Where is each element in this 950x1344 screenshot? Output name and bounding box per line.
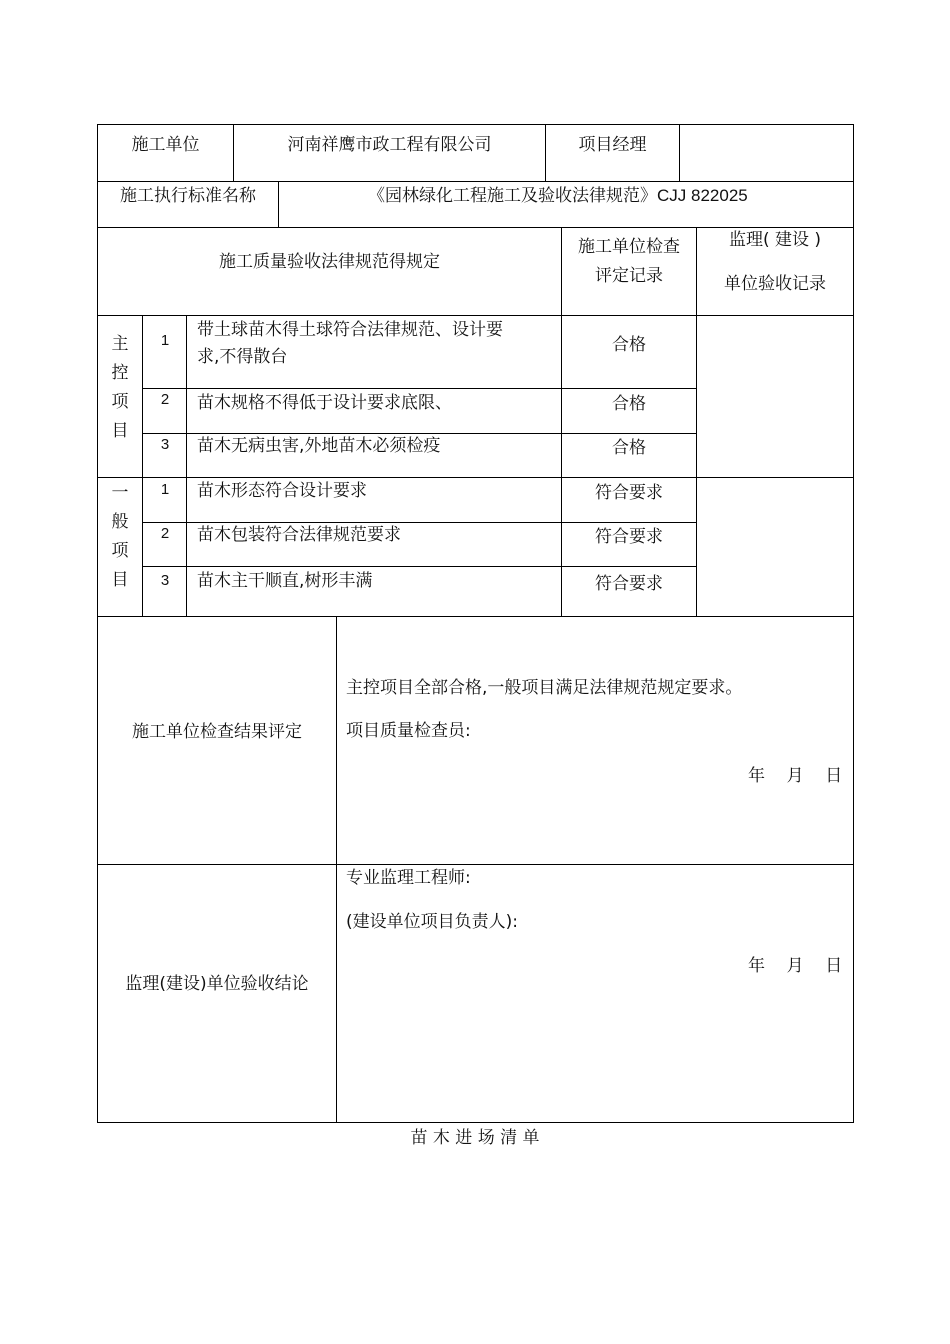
general-item-1-no: 1	[160, 481, 170, 498]
supervising-engineer-label: 专业监理工程师:	[346, 868, 471, 888]
unit-label: 施工单位	[131, 135, 200, 155]
general-item-2-text: 苗木包装符合法律规范要求	[197, 525, 401, 545]
standard-label: 施工执行标准名称	[120, 186, 256, 206]
standard-code: CJJ 822025	[657, 186, 748, 205]
main-item-2-text: 苗木规格不得低于设计要求底限、	[197, 393, 452, 413]
nursery-stock-list-title: 苗 木 进 场 清 单	[410, 1128, 540, 1148]
supervision-eval-label: 监理(建设)单位验收结论	[125, 974, 309, 994]
general-item-1-text: 苗木形态符合设计要求	[197, 481, 367, 501]
construction-eval-conclusion: 主控项目全部合格,一般项目满足法律规范规定要求。	[346, 678, 743, 698]
standard-value: 《园林绿化工程施工及验收法律规范》	[368, 186, 657, 206]
general-item-2-result: 符合要求	[595, 527, 663, 547]
check-header-line2: 评定记录	[595, 266, 663, 286]
supervision-eval-date: 年 月 日	[748, 956, 843, 976]
main-group-label: 主 控 项 目	[111, 334, 129, 441]
main-item-1-text-line1: 带土球苗木得土球符合法律规范、设计要	[197, 320, 503, 340]
main-item-3-result: 合格	[612, 438, 646, 458]
main-item-1-result: 合格	[612, 335, 646, 355]
main-item-1-no: 1	[160, 332, 170, 349]
general-item-1-result: 符合要求	[595, 483, 663, 503]
general-item-3-text: 苗木主干顺直,树形丰满	[197, 571, 373, 591]
main-item-1-text-line2: 求,不得散台	[197, 347, 288, 367]
main-item-2-result: 合格	[612, 394, 646, 414]
unit-value: 河南祥鹰市政工程有限公司	[287, 135, 492, 155]
general-item-3-result: 符合要求	[595, 574, 663, 594]
main-item-2-no: 2	[160, 391, 170, 408]
construction-eval-date: 年 月 日	[748, 766, 843, 786]
general-item-2-no: 2	[160, 525, 170, 542]
supervise-header-line2: 单位验收记录	[724, 274, 826, 294]
main-item-3-text: 苗木无病虫害,外地苗木必须检疫	[197, 436, 441, 456]
general-item-3-no: 3	[160, 572, 170, 589]
manager-label: 项目经理	[578, 135, 647, 155]
quality-inspector-label: 项目质量检查员:	[346, 721, 471, 741]
rule-column-header: 施工质量验收法律规范得规定	[219, 252, 440, 272]
construction-eval-label: 施工单位检查结果评定	[132, 722, 302, 742]
general-group-label: 一 般 项 目	[111, 483, 129, 590]
standard-name	[368, 182, 748, 210]
owner-representative-label: (建设单位项目负责人):	[346, 912, 518, 932]
check-header-line1: 施工单位检查	[578, 237, 680, 257]
main-item-3-no: 3	[160, 436, 170, 453]
supervise-header-line1: 监理( 建设 )	[728, 230, 822, 250]
